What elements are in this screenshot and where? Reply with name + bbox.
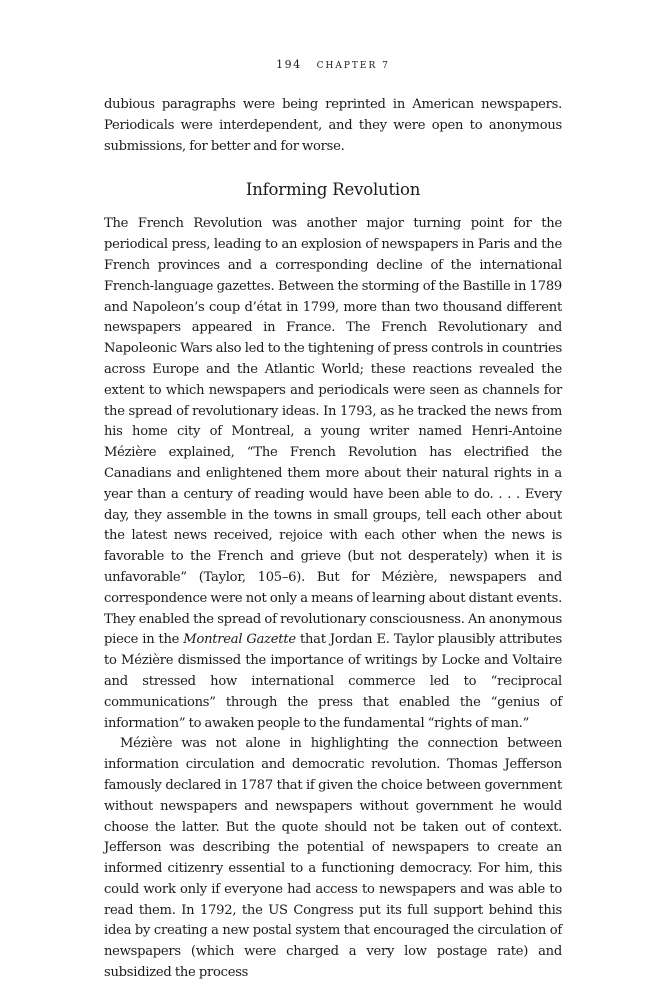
chapter-label: CHAPTER 7 [316, 61, 390, 71]
page-number: 194 [276, 58, 302, 71]
intro-paragraph: dubious paragraphs were being reprinted in American newspapers. Periodicals were interdependent, and they were open to anonymous submissions, for better and for worse. [104, 97, 562, 154]
running-head [104, 58, 562, 73]
body-paragraph-2: Mézière was not alone in highlighting the connection between information circulation and democratic revolution. Thomas Jefferson famously declared in 1787 that if given the choice between government without newspapers and newspapers without government he would choose the latter. But the quote should not be taken out of context. Jefferson was describing the potential of newspapers to create an informed citizenry essential to a functioning democracy. For him, this could work only if everyone had access to newspapers and was able to read them. In 1792, the US Congress put its full support behind this idea by creating a new postal system that encouraged the circulation of newspapers (which were charged a very low postage rate) and subsidized the process [104, 736, 562, 981]
body-paragraph-1 [104, 214, 562, 734]
newspaper-title: Montreal Gazette [183, 632, 296, 648]
book-page [104, 58, 562, 984]
section-heading: Informing Revolution [245, 180, 421, 200]
paragraph-1-text-end: that Jordan E. Taylor plausibly attributes to Mézière dismissed the importance of writings by Locke and Voltaire and stressed how international commerce led to “reciprocal communications” through the press that enabled the “genius of information” to awaken people to the fundamental “rights of man.” [104, 632, 562, 731]
paragraph-1-text-start: The French Revolution was another major turning point for the periodical press, leading to an explosion of newspapers in Paris and the French provinces and a corresponding decline of the international French-language gazettes. Between the storming of the Bastille in 1789 and Napoleon’s coup d’état in 1799, more than two thousand different newspapers appeared in France. The French Revolutionary and Napoleonic Wars also led to the tightening of press controls in countries across Europe and the Atlantic World; these reactions revealed the extent to which newspapers and periodicals were seen as channels for the spread of revolutionary ideas. In 1793, as he tracked the news from his home city of Montreal, a young writer named Henri-Antoine Mézière explained, “The French Revolution has electrified the Canadians and enlightened them more about their natural rights in a year than a century of reading would have been able to do. . . . Every day, they assemble in the towns in small groups, tell each other about the latest news received, rejoice with each other when the news is favorable to the French and grieve (but not desperately) when it is unfavorable” (Taylor, 105–6). But for Mézière, newspapers and correspondence were not only a means of learning about distant events. They enabled the spread of revolutionary consciousness. An anonymous piece in the [104, 216, 562, 648]
